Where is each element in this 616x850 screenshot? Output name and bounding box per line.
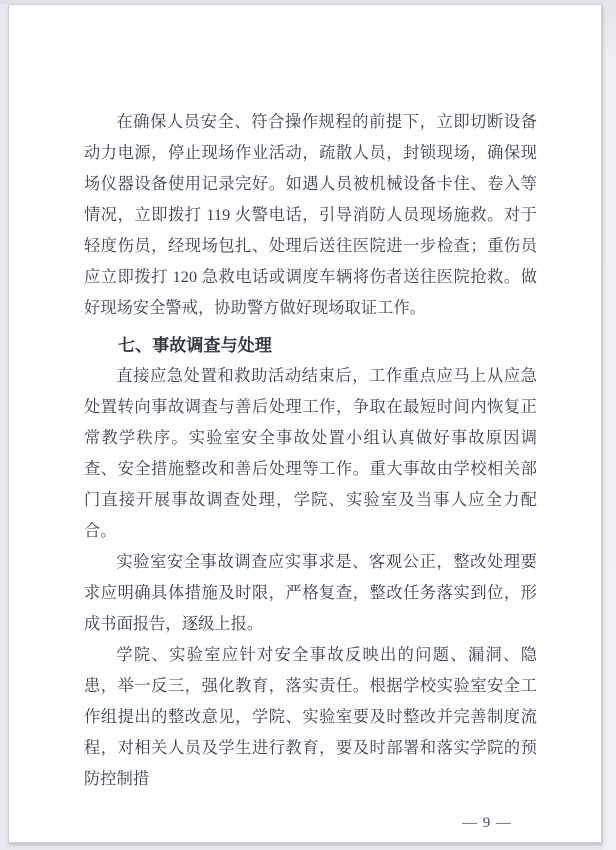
page-number: — 9 — [462, 815, 512, 831]
section-heading-accident-investigation: 七、事故调查与处理 [118, 336, 272, 355]
page-body-text [9, 5, 601, 834]
body-paragraph-rectification: 学院、实验室应针对安全事故反映出的问题、漏洞、隐患，举一反三，强化教育，落实责任。根据学校实验室安全工作组提出的整改意见，学院、实验室要及时整改并完善制度流程，对相关人员及学生进行教育，要及时部署和落实学院的预防控制措 [84, 646, 537, 788]
body-paragraph-investigation-principles: 实验室安全事故调查应实事求是、客观公正，整改处理要求应明确具体措施及时限，严格复查，整改任务落实到位，形成书面报告，逐级上报。 [84, 553, 537, 633]
body-paragraph-emergency-response: 在确保人员安全、符合操作规程的前提下，立即切断设备动力电源，停止现场作业活动，疏散人员，封锁现场，确保现场仪器设备使用记录完好。如遇人员被机械设备卡住、卷入等情况，立即拨打 119 火警电话，引导消防人员现场施救。对于轻度伤员，经现场包扎、处理后送往医院进一步检查；重伤员应立即拨打 120 急救电话或调度车辆将伤者送往医院抢救。做好现场安全警戒，协助警方做好现场取证工作。 [84, 113, 537, 317]
body-paragraph-investigation-shift: 直接应急处置和救助活动结束后，工作重点应马上从应急处置转向事故调查与善后处理工作，争取在最短时间内恢复正常教学秩序。实验室安全事故处置小组认真做好事故原因调查、安全措施整改和善后处理等工作。重大事故由学校相关部门直接开展事故调查处理，学院、实验室及当事人应全力配合。 [84, 367, 537, 540]
scan-right-margin [603, 0, 616, 850]
document-page [8, 4, 602, 843]
